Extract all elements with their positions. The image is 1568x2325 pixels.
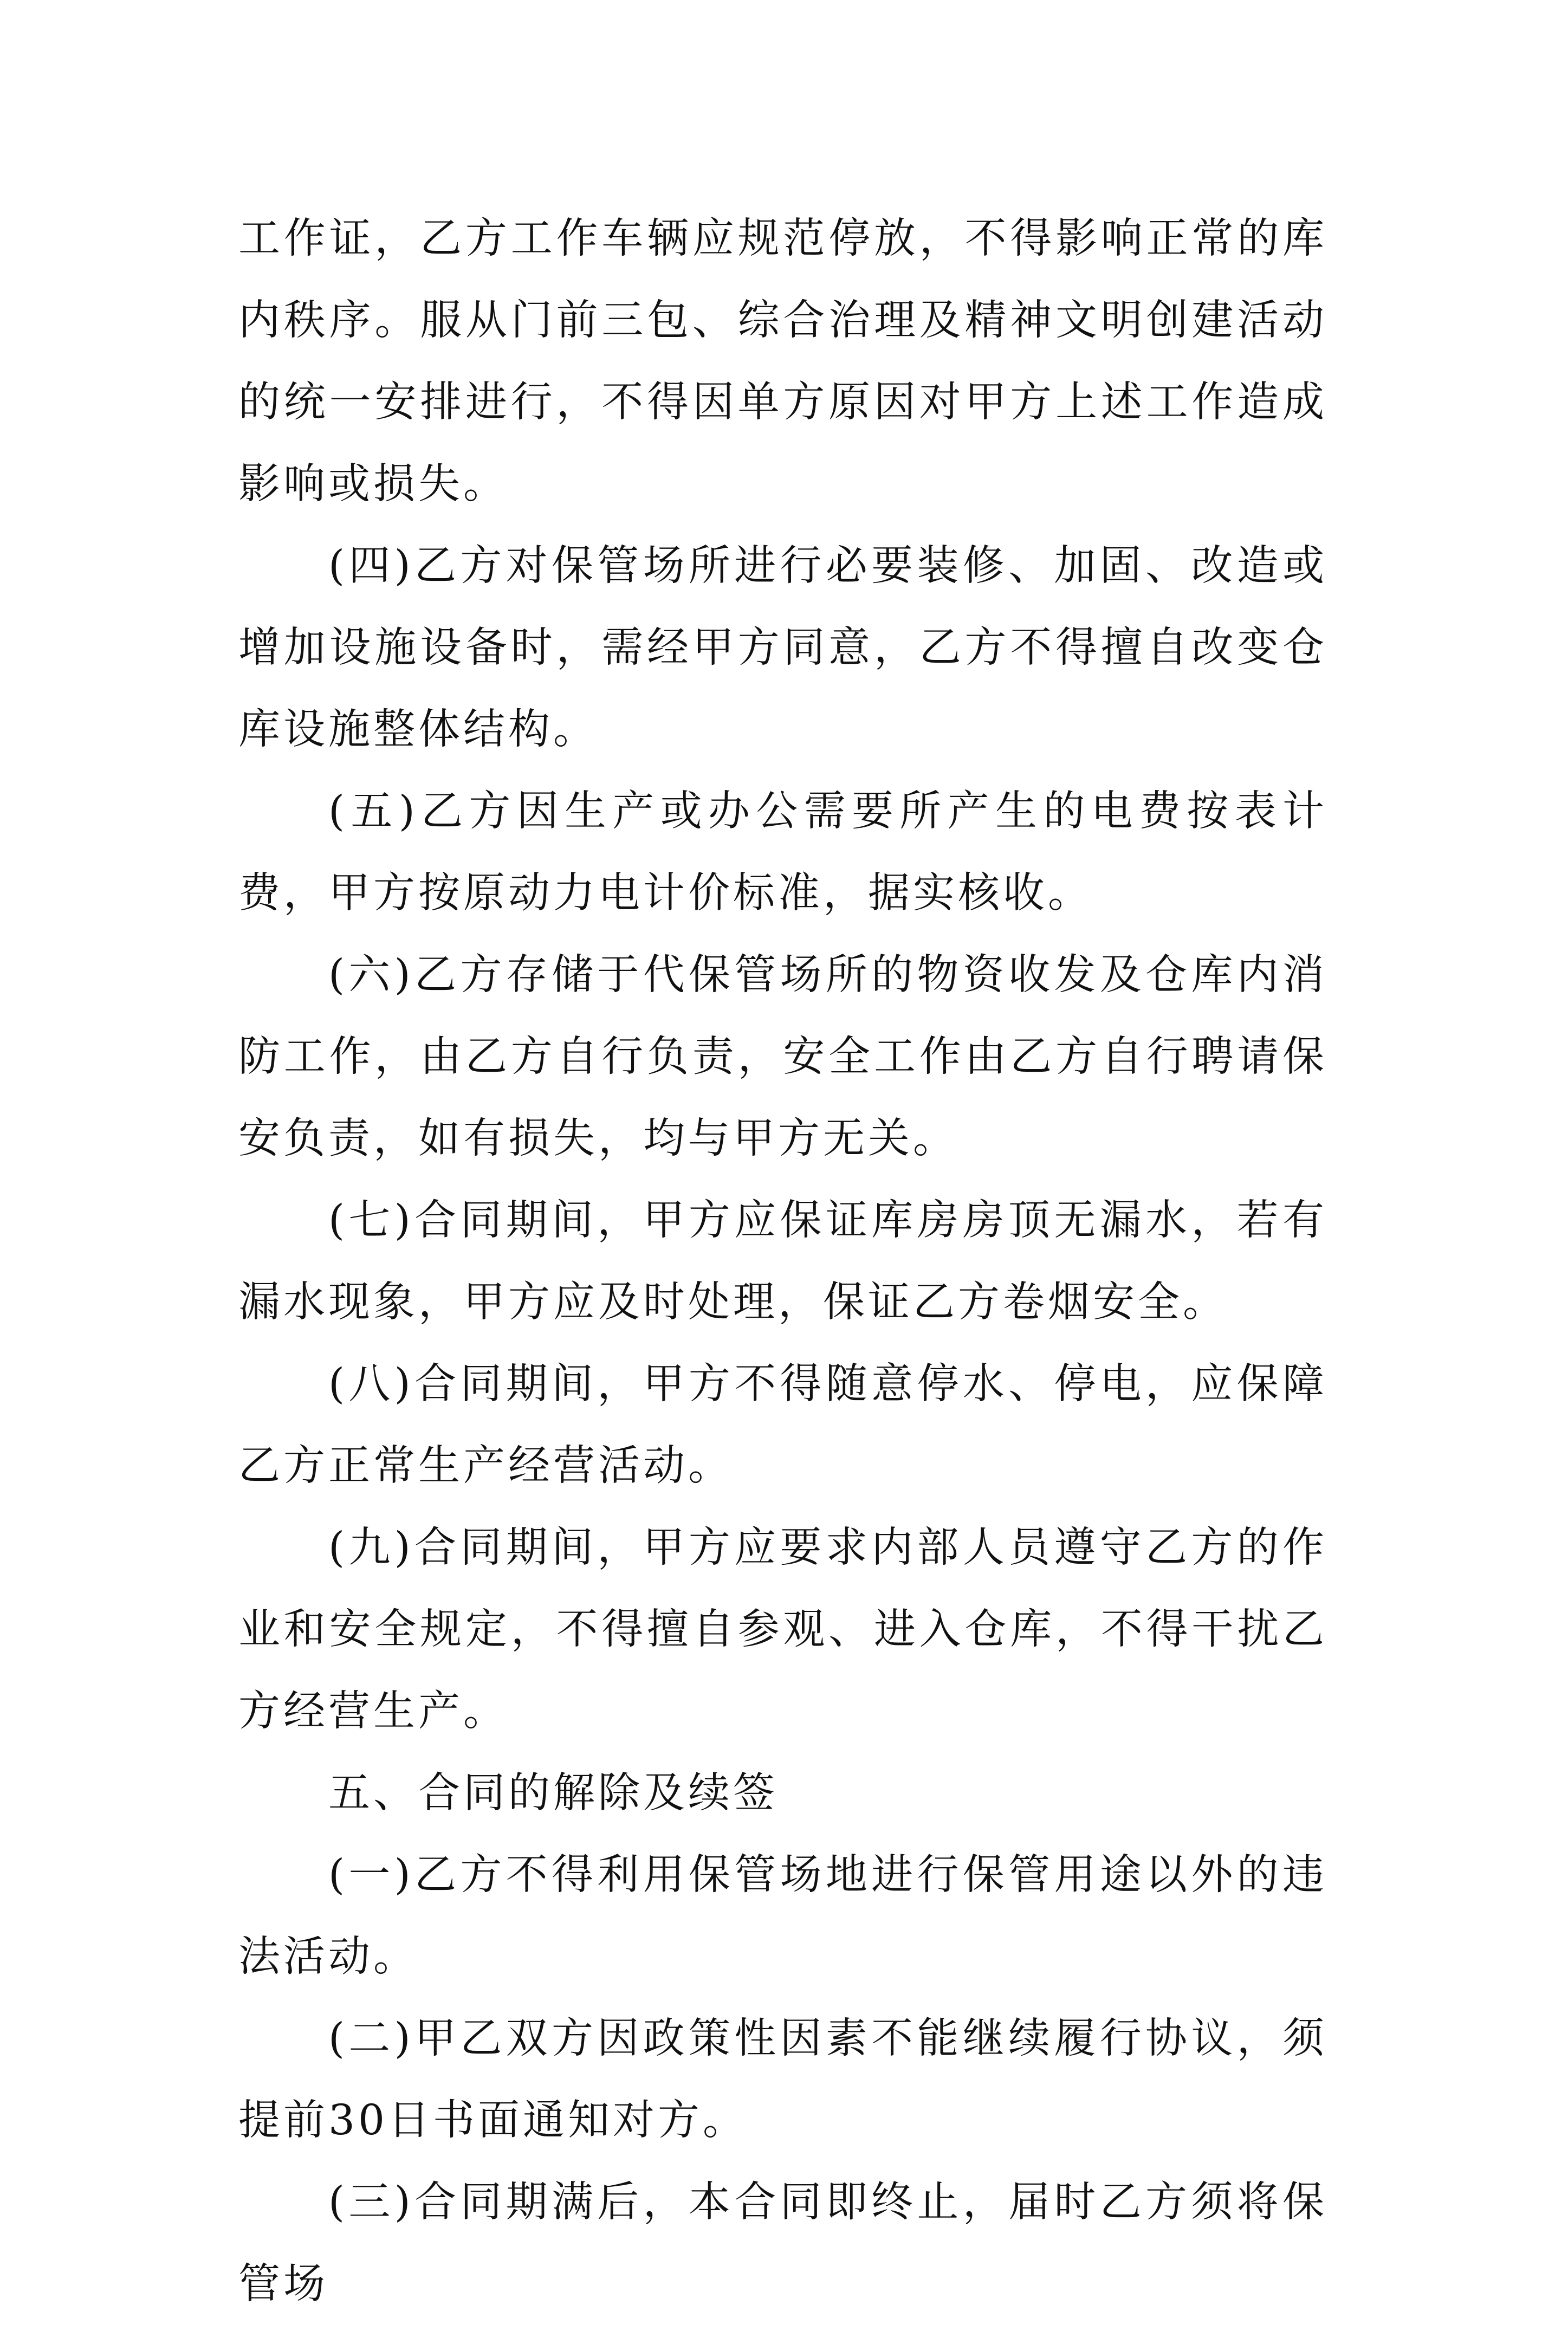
clause-6: (六)乙方存储于代保管场所的物资收发及仓库内消防工作，由乙方自行负责，安全工作由乙方自行聘请保安负责，如有损失，均与甲方无关。 bbox=[238, 951, 1327, 1163]
section-clause-3: (三)合同期满后，本合同即终止，届时乙方须将保管场 bbox=[238, 2178, 1327, 2308]
clause-5: (五)乙方因生产或办公需要所产生的电费按表计费，甲方按原动力电计价标准，据实核收。 bbox=[238, 787, 1327, 917]
section-heading: 五、合同的解除及续签 bbox=[328, 1769, 778, 1817]
clause-7: (七)合同期间，甲方应保证库房房顶无漏水，若有漏水现象，甲方应及时处理，保证乙方卷烟安全。 bbox=[238, 1196, 1327, 1326]
clause-9: (九)合同期间，甲方应要求内部人员遵守乙方的作业和安全规定，不得擅自参观、进入仓库，不得干扰乙方经营生产。 bbox=[238, 1524, 1327, 1735]
paragraph-continuation: 工作证，乙方工作车辆应规范停放，不得影响正常的库内秩序。服从门前三包、综合治理及精神文明创建活动的统一安排进行，不得因单方原因对甲方上述工作造成影响或损失。 bbox=[238, 215, 1327, 508]
clause-8: (八)合同期间，甲方不得随意停水、停电，应保障乙方正常生产经营活动。 bbox=[238, 1360, 1327, 1490]
document-body bbox=[238, 198, 1327, 2325]
clause-4: (四)乙方对保管场所进行必要装修、加固、改造或增加设施设备时，需经甲方同意，乙方不得擅自改变仓库设施整体结构。 bbox=[238, 542, 1327, 754]
section-clause-1: (一)乙方不得利用保管场地进行保管用途以外的违法活动。 bbox=[238, 1851, 1327, 1981]
section-clause-2: (二)甲乙双方因政策性因素不能继续履行协议，须提前30日书面通知对方。 bbox=[238, 2015, 1327, 2145]
